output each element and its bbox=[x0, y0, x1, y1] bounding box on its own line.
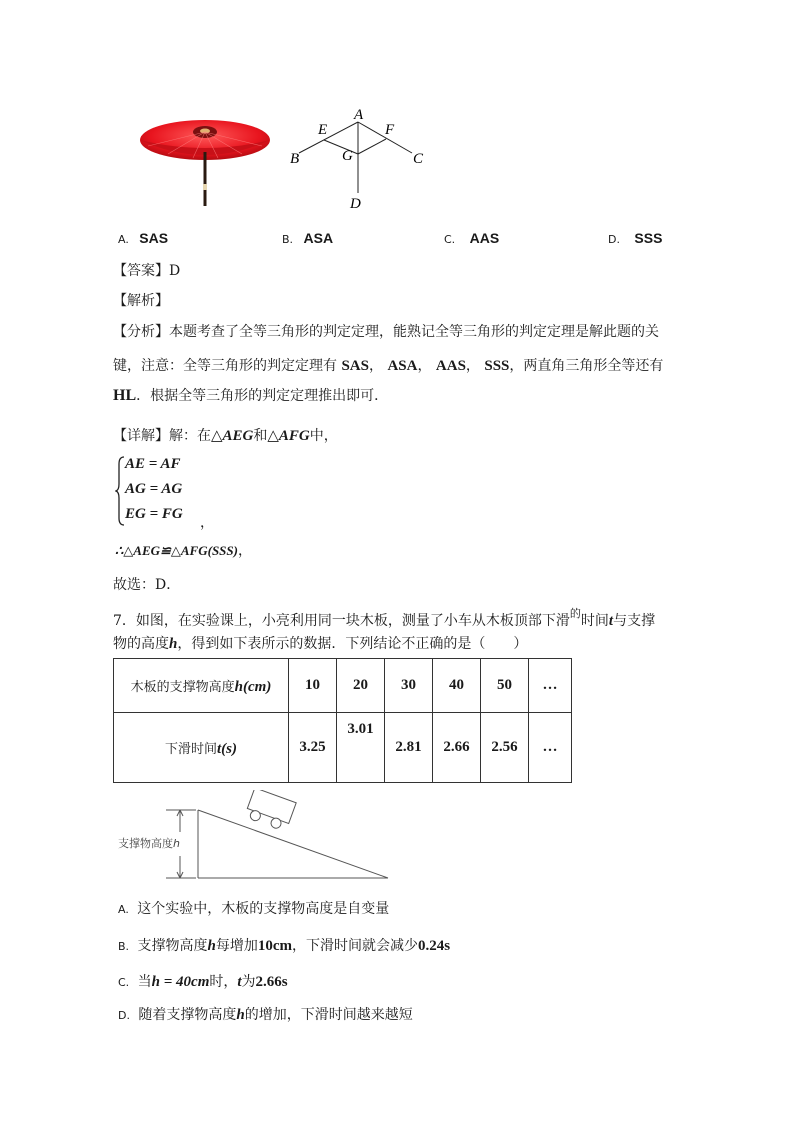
label-G: G bbox=[342, 148, 353, 164]
row-unit: h(cm) bbox=[234, 678, 272, 695]
geometry-figure bbox=[282, 108, 432, 212]
answer-value: D bbox=[169, 263, 181, 279]
option-value: SAS bbox=[139, 230, 169, 246]
option-letter: A. bbox=[118, 233, 129, 246]
q6-option-d[interactable] bbox=[608, 230, 662, 247]
option-text: 每增加 bbox=[215, 938, 258, 954]
option-math: 10cm bbox=[257, 938, 292, 954]
option-math: 0.24s bbox=[418, 938, 451, 954]
system-tail: ， bbox=[200, 515, 214, 531]
option-math: h = 40cm bbox=[151, 974, 210, 990]
table-cell: … bbox=[529, 713, 572, 783]
fenxi-text: 本题考查了全等三角形的判定定理，能熟记全等三角形的判定定理是解此题的关 bbox=[169, 324, 659, 340]
term-hl: HL bbox=[113, 387, 137, 404]
geometry-diagram bbox=[282, 108, 432, 212]
table-cell: 40 bbox=[433, 659, 481, 713]
umbrella-picture bbox=[138, 112, 272, 208]
triangle-aeg: △AEG bbox=[211, 428, 254, 444]
equation-3: EG = FG bbox=[125, 506, 183, 522]
row-label: 木板的支撑物高度 bbox=[130, 679, 235, 695]
fenxi-text: 键，注意：全等三角形的判定定理有 bbox=[113, 358, 337, 374]
row-unit: t(s) bbox=[217, 740, 237, 757]
q6-option-b[interactable] bbox=[282, 230, 333, 247]
detail-text: 解：在 bbox=[169, 428, 211, 444]
fenxi-line-2: 键，注意：全等三角形的判定定理有 SAS， ASA， AAS， SSS，两直角三角形全等还有 bbox=[113, 358, 664, 374]
q7-option-d[interactable] bbox=[118, 1004, 413, 1024]
term-aas: AAS bbox=[435, 358, 466, 374]
stem-text: 7．如图，在实验课上，小亮利用同一块木板，测量了小车从木板顶部下滑 bbox=[113, 613, 570, 629]
table-cell: … bbox=[529, 659, 572, 713]
table-row bbox=[114, 659, 572, 713]
option-text: 随着支撑物高度 bbox=[138, 1007, 237, 1023]
conclusion-math: ∴△AEG≌△AFG(SSS) bbox=[115, 543, 238, 558]
analysis-heading: 【解析】 bbox=[113, 293, 169, 309]
row-header bbox=[114, 659, 289, 713]
detail-label: 【详解】 bbox=[113, 428, 169, 444]
q6-option-a[interactable] bbox=[118, 230, 168, 247]
data-table bbox=[113, 658, 572, 783]
term-sas: SAS bbox=[341, 358, 369, 374]
stem-text: 物的高度 bbox=[113, 636, 169, 652]
answer-line bbox=[113, 260, 180, 280]
stem-mark: 的 bbox=[569, 607, 581, 620]
label-B: B bbox=[290, 151, 300, 167]
option-text: 当 bbox=[137, 974, 152, 990]
detail-line bbox=[113, 425, 338, 445]
option-text: 这个实验中，木板的支撑物高度是自变量 bbox=[137, 901, 390, 917]
q7-option-c[interactable] bbox=[118, 971, 288, 991]
table-cell: 3.25 bbox=[289, 713, 337, 783]
detail-text: 中， bbox=[309, 428, 338, 444]
answer-label: 【答案】 bbox=[113, 263, 169, 279]
option-letter: C. bbox=[444, 233, 456, 246]
fenxi-line-1 bbox=[113, 321, 659, 341]
label-A: A bbox=[354, 108, 364, 123]
fenxi-text: ，两直角三角形全等还有 bbox=[509, 358, 664, 374]
fenxi-text: ．根据全等三角形的判定定理推出即可． bbox=[136, 388, 389, 404]
option-letter: B. bbox=[118, 940, 130, 953]
height-label bbox=[118, 835, 180, 851]
table-cell: 2.81 bbox=[385, 713, 433, 783]
stem-text: ，得到如下表所示的数据．下列结论不正确的是（ ） bbox=[177, 636, 528, 652]
table-cell: 3.01 bbox=[337, 713, 385, 783]
option-value: SSS bbox=[634, 230, 663, 246]
var-t: t bbox=[608, 613, 614, 629]
option-math: 2.66s bbox=[255, 974, 288, 990]
fenxi-label: 【分析】 bbox=[113, 324, 169, 340]
term-sss: SSS bbox=[484, 358, 510, 374]
option-value: ASA bbox=[303, 230, 334, 246]
label-C: C bbox=[413, 151, 424, 167]
label-E: E bbox=[318, 122, 328, 138]
option-text: 的增加，下滑时间越来越短 bbox=[244, 1007, 413, 1023]
option-text: 时， bbox=[209, 974, 238, 990]
label-D: D bbox=[350, 196, 361, 212]
table-cell: 2.56 bbox=[481, 713, 529, 783]
row-header bbox=[114, 713, 289, 783]
option-letter: C. bbox=[118, 976, 130, 989]
height-label-text: 支撑物高度 bbox=[118, 837, 173, 850]
table-cell: 2.66 bbox=[433, 713, 481, 783]
option-var: h bbox=[207, 938, 216, 954]
option-letter: B. bbox=[282, 233, 294, 246]
table-cell: 30 bbox=[385, 659, 433, 713]
height-label-var: h bbox=[173, 837, 180, 850]
option-text: 支撑物高度 bbox=[137, 938, 208, 954]
table-cell: 50 bbox=[481, 659, 529, 713]
row-label: 下滑时间 bbox=[164, 741, 217, 757]
option-letter: A. bbox=[118, 903, 129, 916]
conclusion-tail: ， bbox=[237, 543, 252, 559]
option-text: ，下滑时间就会减少 bbox=[292, 938, 418, 954]
q6-option-c[interactable] bbox=[444, 230, 499, 247]
equation-1: AE = AF bbox=[125, 456, 181, 472]
table-cell: 20 bbox=[337, 659, 385, 713]
left-brace-icon bbox=[115, 456, 125, 526]
option-var: t bbox=[237, 974, 242, 990]
q7-stem-line-1 bbox=[113, 605, 655, 630]
var-h: h bbox=[169, 636, 178, 652]
fenxi-line-3 bbox=[113, 385, 388, 405]
detail-and: 和 bbox=[253, 428, 268, 444]
cart-icon bbox=[244, 790, 296, 832]
incline-diagram bbox=[118, 790, 418, 882]
triangle-afg: △AFG bbox=[267, 428, 310, 444]
q7-option-a[interactable] bbox=[118, 898, 389, 918]
q7-stem-line-2 bbox=[113, 633, 527, 653]
option-text: 为 bbox=[241, 974, 256, 990]
stem-text: 与支撑 bbox=[613, 613, 656, 629]
term-asa: ASA bbox=[387, 358, 418, 374]
q7-option-b[interactable] bbox=[118, 935, 450, 955]
stem-text: 时间 bbox=[580, 613, 609, 629]
option-letter: D. bbox=[118, 1009, 130, 1022]
choose-line: 故选：D． bbox=[113, 577, 181, 593]
label-F: F bbox=[385, 122, 395, 138]
equation-2: AG = AG bbox=[125, 481, 183, 497]
table-row bbox=[114, 713, 572, 783]
option-letter: D. bbox=[608, 233, 620, 246]
option-var: h bbox=[236, 1007, 245, 1023]
option-value: AAS bbox=[469, 230, 500, 246]
conclusion-line bbox=[115, 540, 252, 560]
umbrella-image bbox=[138, 112, 272, 208]
table-cell: 10 bbox=[289, 659, 337, 713]
